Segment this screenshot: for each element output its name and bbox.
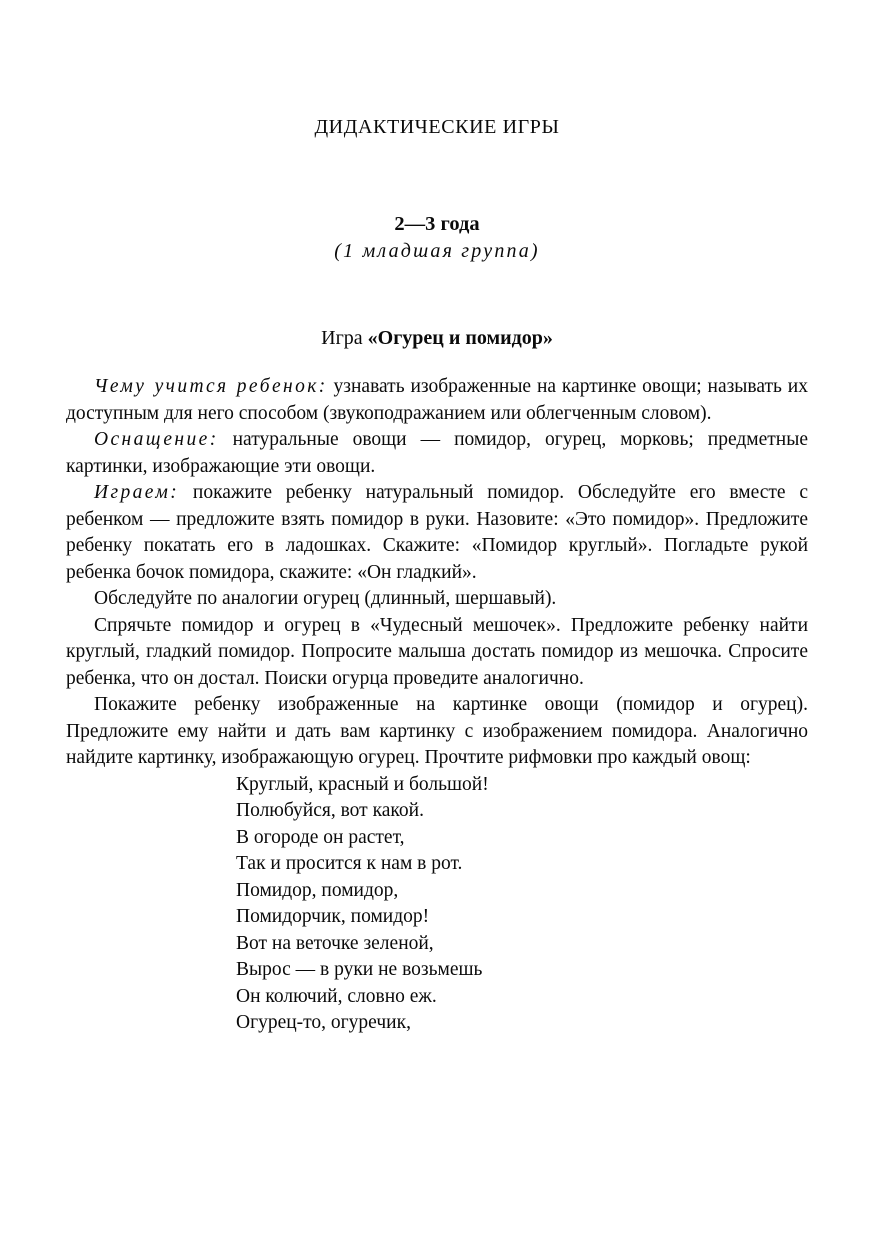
- paragraph: [66, 692, 808, 772]
- age-block: [66, 213, 808, 263]
- group-heading: (1 младшая группа): [334, 240, 540, 262]
- paragraph-lead: Оснащение:: [94, 429, 219, 450]
- paragraph-lead: Играем:: [94, 482, 180, 503]
- paragraph-text: Спрячьте помидор и огурец в «Чудесный мешочек». Предложите ребенку найти круглый, гладкий помидор. Попросите малыша достать помидор из мешочка. Спросите ребенка, что он достал. Поиски огурца проведите аналогично.: [66, 614, 808, 689]
- paragraph: [66, 427, 808, 480]
- paragraph-text: узнавать изображенные на картинке овощи; называть их доступным для него способом (звукоподражанием или облегченным словом).: [66, 376, 808, 424]
- poem-line: Вот на веточке зеленой,: [236, 932, 434, 954]
- game-title: [66, 327, 808, 350]
- document-title: ДИДАКТИЧЕСКИЕ ИГРЫ: [314, 116, 560, 138]
- body-text: [66, 374, 808, 1037]
- poem-line: Огурец-то, огуречик,: [236, 1012, 411, 1033]
- paragraph: [66, 374, 808, 427]
- paragraph-text: Обследуйте по аналогии огурец (длинный, шершавый).: [94, 588, 557, 609]
- game-title-prefix: Игра: [321, 327, 368, 349]
- paragraph: [66, 613, 808, 693]
- poem-line: Полюбуйся, вот какой.: [236, 800, 424, 821]
- poem-line: Так и просится к нам в рот.: [236, 853, 463, 874]
- poem: [236, 772, 808, 1037]
- paragraph-lead: Чему учится ребенок:: [94, 376, 328, 397]
- poem-line: Помидор, помидор,: [236, 879, 399, 901]
- paragraph: [66, 480, 808, 586]
- paragraph-text: покажите ребенку натуральный помидор. Обследуйте его вместе с ребенком — предложите взять помидор в руки. Назовите: «Это помидор». Предложите ребенку покатать его в ладошках. Скажите: «Помидор круглый». Погладьте рукой ребенка бочок помидора, скажите: «Он гладкий».: [66, 482, 809, 583]
- poem-line: В огороде он растет,: [236, 826, 405, 848]
- paragraph-text: натуральные овощи — помидор, огурец, морковь; предметные картинки, изображающие эти овощи.: [66, 429, 808, 477]
- age-heading: 2—3 года: [394, 213, 480, 235]
- paragraph-text: Покажите ребенку изображенные на картинке овощи (помидор и огурец). Предложите ему найти и дать вам картинку с изображением помидора. Аналогично найдите картинку, изображающую огурец. Прочтите рифмовки про каждый овощ:: [66, 694, 808, 768]
- poem-line: Он колючий, словно еж.: [236, 985, 437, 1007]
- poem-line: Вырос — в руки не возьмешь: [236, 959, 483, 980]
- poem-line: Круглый, красный и большой!: [236, 773, 489, 795]
- game-title-name: «Огурец и помидор»: [367, 327, 553, 349]
- poem-line: Помидорчик, помидор!: [236, 906, 430, 927]
- paragraph: [66, 586, 808, 613]
